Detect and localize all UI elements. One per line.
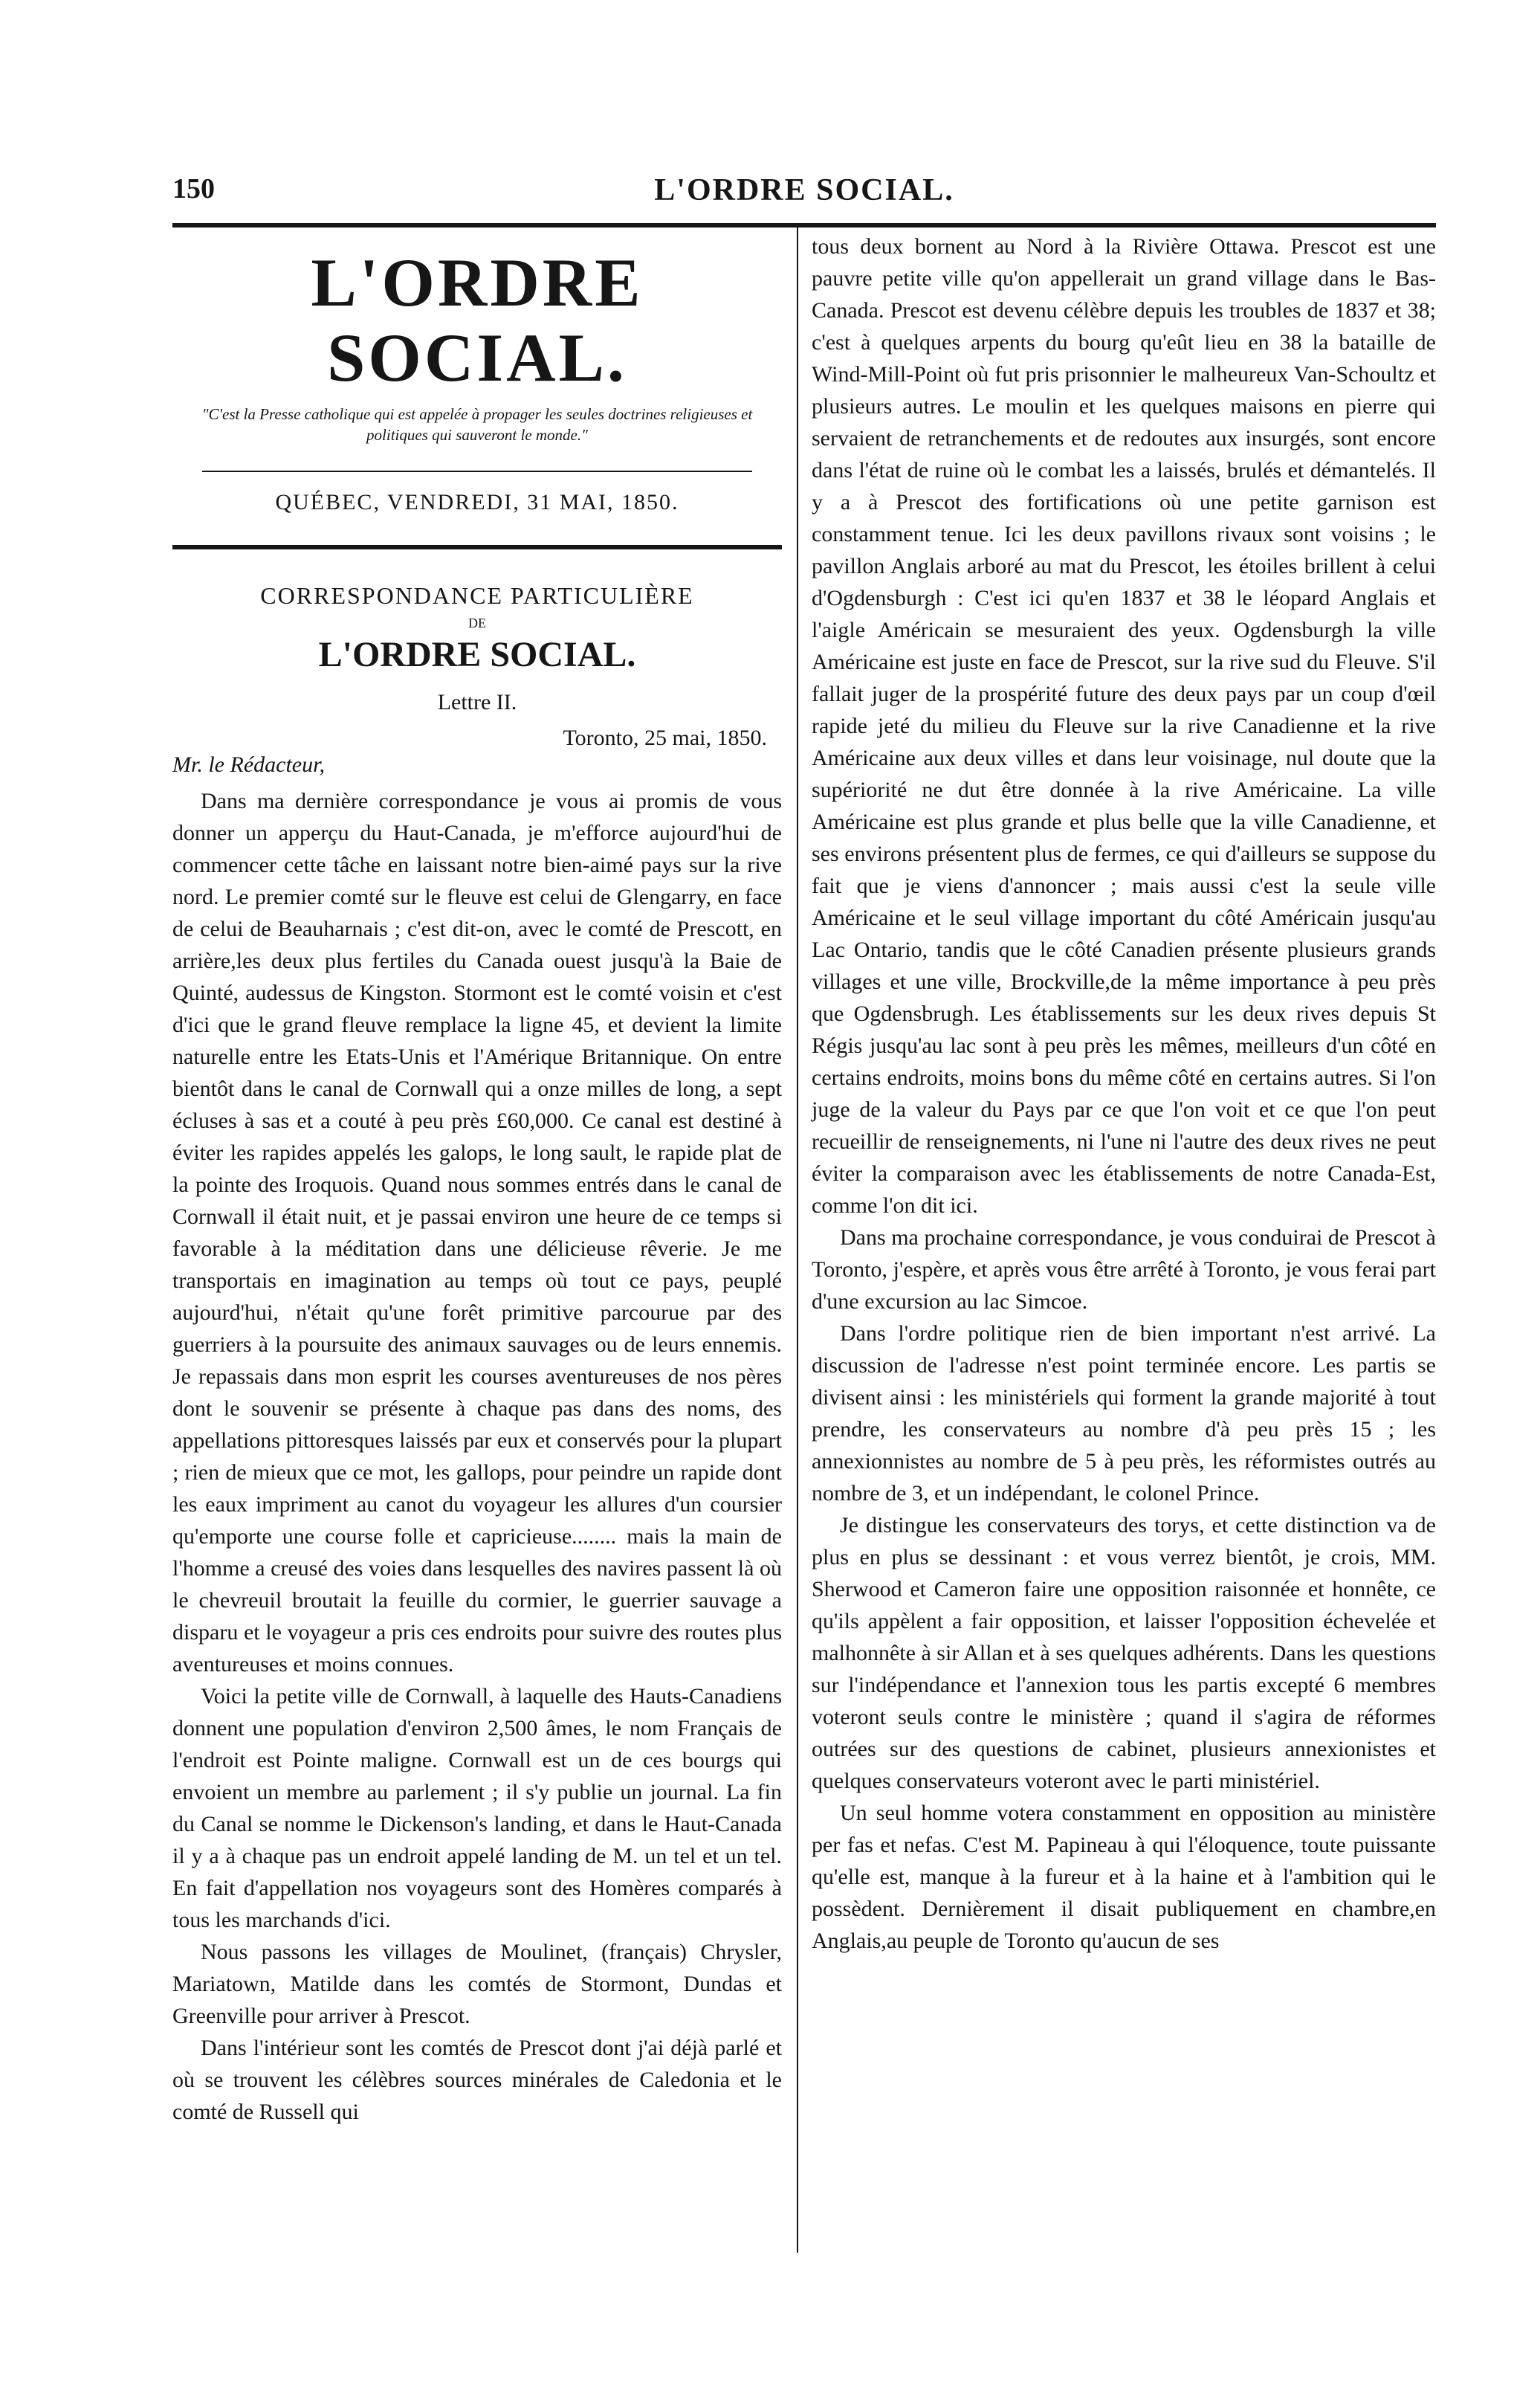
paragraph: Dans ma dernière correspondance je vous ai promis de vous donner un apperçu du Haut-Canada, je m'efforce aujourd'hui de commencer cette tâche en laissant notre bien-aimé pays sur la rive nord. Le premier comté sur le fleuve est celui de Glengarry, en face de celui de Beauharnais ; c'est dit-on, avec le comté de Prescott, en arrière,les deux plus fertiles du Canada ouest jusqu'à la Baie de Quinté, audessus de Kingston. Stormont est le comté voisin et c'est d'ici que le grand fleuve remplace la ligne 45, et devient la limite naturelle entre les Etats-Unis et l'Amérique Britannique. On entre bientôt dans le canal de Cornwall qui a onze milles de long, a sept écluses à sas et a couté à peu près £60,000. Ce canal est destiné à éviter les rapides appelés les galops, le long sault, le rapide plat de la pointe des Iroquois. Quand nous sommes entrés dans le canal de Cornwall il était nuit, et je passai environ une heure de ce temps si favorable à la méditation dans une délicieuse rêverie. Je me transportais en imagination au temps où tout ce pays, peuplé aujourd'hui, n'était qu'une forêt primitive parcourue par des guerriers à la poursuite des animaux sauvages ou de leurs ennemis. Je repassais dans mon esprit les courses aventureuses de nos pères dont le souvenir se présente à chaque pas dans des noms, des appellations pittoresques laissés par eux et conservés pour la plupart ; rien de mieux que ce mot, les gallops, pour peindre un rapide dont les eaux impriment au canot du voyageur les allures d'un coursier qu'emporte une course folle et capricieuse........ mais la main de l'homme a creusé des voies dans lesquelles des navires passent là où le chevreuil broutait la feuille du cormier, le guerrier sauvage a disparu et le voyageur a pris ces endroits pour suivre des routes plus aventureuses et moins connues.: [172, 788, 782, 1677]
paragraph: Dans l'ordre politique rien de bien important n'est arrivé. La discussion de l'adresse n'est point terminée encore. Les partis se divisent ainsi : les ministériels qui forment la grande majorité à tout prendre, les conservateurs au nombre d'à peu près 15 ; les annexionnistes au nombre de 5 à peu près, les réformistes outrés au nombre de 3, et un indépendant, le colonel Prince.: [812, 1321, 1436, 1506]
page-number: 150: [172, 173, 215, 204]
right-column: [812, 230, 1436, 1957]
right-body: [812, 230, 1436, 1957]
section-rule: [172, 545, 782, 549]
masthead-title: L'ORDRE SOCIAL.: [311, 245, 644, 396]
paragraph: Dans ma prochaine correspondance, je vous conduirai de Prescot à Toronto, j'espère, et après vous être arrêté à Toronto, je vous ferai part d'une excursion au lac Simcoe.: [812, 1225, 1436, 1314]
paragraph: tous deux bornent au Nord à la Rivière Ottawa. Prescot est une pauvre petite ville qu'on appellerait un grand village dans le Bas-Canada. Prescot est devenu célèbre depuis les troubles de 1837 et 38; c'est à quelques arpents du bourg qu'eût lieu en 38 la bataille de Wind-Mill-Point où fut pris prisonnier le malheureux Van-Schoultz et plusieurs autres. Le moulin et les quelques maisons en pierre qui servaient de retranchements et de redoutes aux insurgés, sont encore dans l'état de ruine où le combat les a laissés, brulés et démantelés. Il y a à Prescot des fortifications où une petite garnison est constamment tenue. Ici les deux pavillons rivaux sont voisins ; le pavillon Anglais arboré au mat du Prescot, les étoiles brillent à celui d'Ogdensburgh : C'est ici qu'en 1837 et 38 le léopard Anglais et l'aigle Américain se mesuraient des yeux. Ogdensburgh la ville Américaine est juste en face de Prescot, sur la rive sud du Fleuve. S'il fallait juger de la prospérité future des deux pays par un coup d'œil rapide jeté du milieu du Fleuve sur la rive Canadienne et la rive Américaine aux deux villes et dans leur voisinage, nul doute que la supériorité ne dut être donnée à la rive Américaine. La ville Américaine est plus grande et plus belle que la ville Canadienne, et ses environs présentent plus de fermes, ce qui d'ailleurs se suppose du fait que je viens d'annoncer ; mais aussi c'est la seule ville Américaine et le seul village important du côté Américain jusqu'au Lac Ontario, tandis que le côté Canadien présente plusieurs grands villages et une ville, Brockville,de la même importance à peu près que Ogdensbrugh. Les établissements sur les deux rives depuis St Régis jusqu'au lac sont à peu près les mêmes, meilleurs d'un côté en certains endroits, moins bons du même côté en certains autres. Si l'on juge de la valeur du Pays par ce que l'on voit et ce que l'on peut recueillir de renseignements, ni l'une ni l'autre des deux rives ne peut éviter la comparaison avec les établissements de notre Canada-Est, comme l'on dit ici.: [812, 234, 1436, 1218]
letter-place-date: Toronto, 25 mai, 1850.: [563, 725, 767, 750]
paragraph: Un seul homme votera constamment en opposition au ministère per fas et nefas. C'est M. Papineau à qui l'éloquence, toute puissante qu'elle est, manque à la fureur et à la haine et à l'ambition qui le possèdent. Dernièrement il disait publiquement en chambre,en Anglais,au peuple de Toronto qu'aucun de ses: [812, 1801, 1436, 1953]
left-column: [172, 245, 782, 2128]
masthead-rule: [202, 471, 752, 472]
running-title: L'ORDRE SOCIAL.: [654, 173, 954, 207]
paragraph: Nous passons les villages de Moulinet, (français) Chrysler, Mariatown, Matilde dans les comtés de Stormont, Dundas et Greenville pour arriver à Prescot.: [172, 1939, 782, 2028]
column-rule: [797, 223, 798, 2253]
salutation: Mr. le Rédacteur,: [172, 752, 325, 777]
dateline: QUÉBEC, VENDREDI, 31 MAI, 1850.: [275, 489, 679, 514]
letter-number: Lettre II.: [437, 689, 517, 714]
paragraph: Voici la petite ville de Cornwall, à laquelle des Hauts-Canadiens donnent une population d'environ 2,500 âmes, le nom Français de l'endroit est Pointe maligne. Cornwall est un de ces bourgs qui envoient un membre au parlement ; il s'y publie un journal. La fin du Canal se nomme le Dickenson's landing, et dans le Haut-Canada il y a à chaque pas un endroit appelé landing de M. un tel et un tel. En fait d'appellation nos voyageurs sont des Homères comparés à tous les marchands d'ici.: [172, 1683, 782, 1932]
paragraph: Je distingue les conservateurs des torys, et cette distinction va de plus en plus se dessinant : et vous verrez bientôt, je crois, MM. Sherwood et Cameron faire une opposition raisonnée et honnête, ce qu'ils appèlent a fair opposition, et laisser l'opposition échevelée et malhonnête à sir Allan et à ses quelques adhérents. Dans les questions sur l'indépendance et l'annexion tous les partis excepté 6 membres voteront seuls contre le ministère ; quand il s'agira de réformes outrées sur des questions de cabinet, plusieurs annexionistes et quelques conservateurs voteront avec le parti ministériel.: [812, 1513, 1436, 1793]
paragraph: Dans l'intérieur sont les comtés de Prescot dont j'ai déjà parlé et où se trouvent les célèbres sources minérales de Caledonia et le comté de Russell qui: [172, 2035, 782, 2124]
article-heading: CORRESPONDANCE PARTICULIÈRE: [260, 581, 694, 609]
running-head: [172, 172, 1436, 217]
masthead-motto: "C'est la Presse catholique qui est appelée à propager les seules doctrines religieuses et politiques qui sauveront le monde.": [201, 405, 753, 444]
article-heading-de: DE: [468, 615, 486, 630]
article-heading-paper: L'ORDRE SOCIAL.: [318, 634, 636, 674]
left-body: [172, 785, 782, 2128]
header-rule: [172, 223, 1436, 228]
